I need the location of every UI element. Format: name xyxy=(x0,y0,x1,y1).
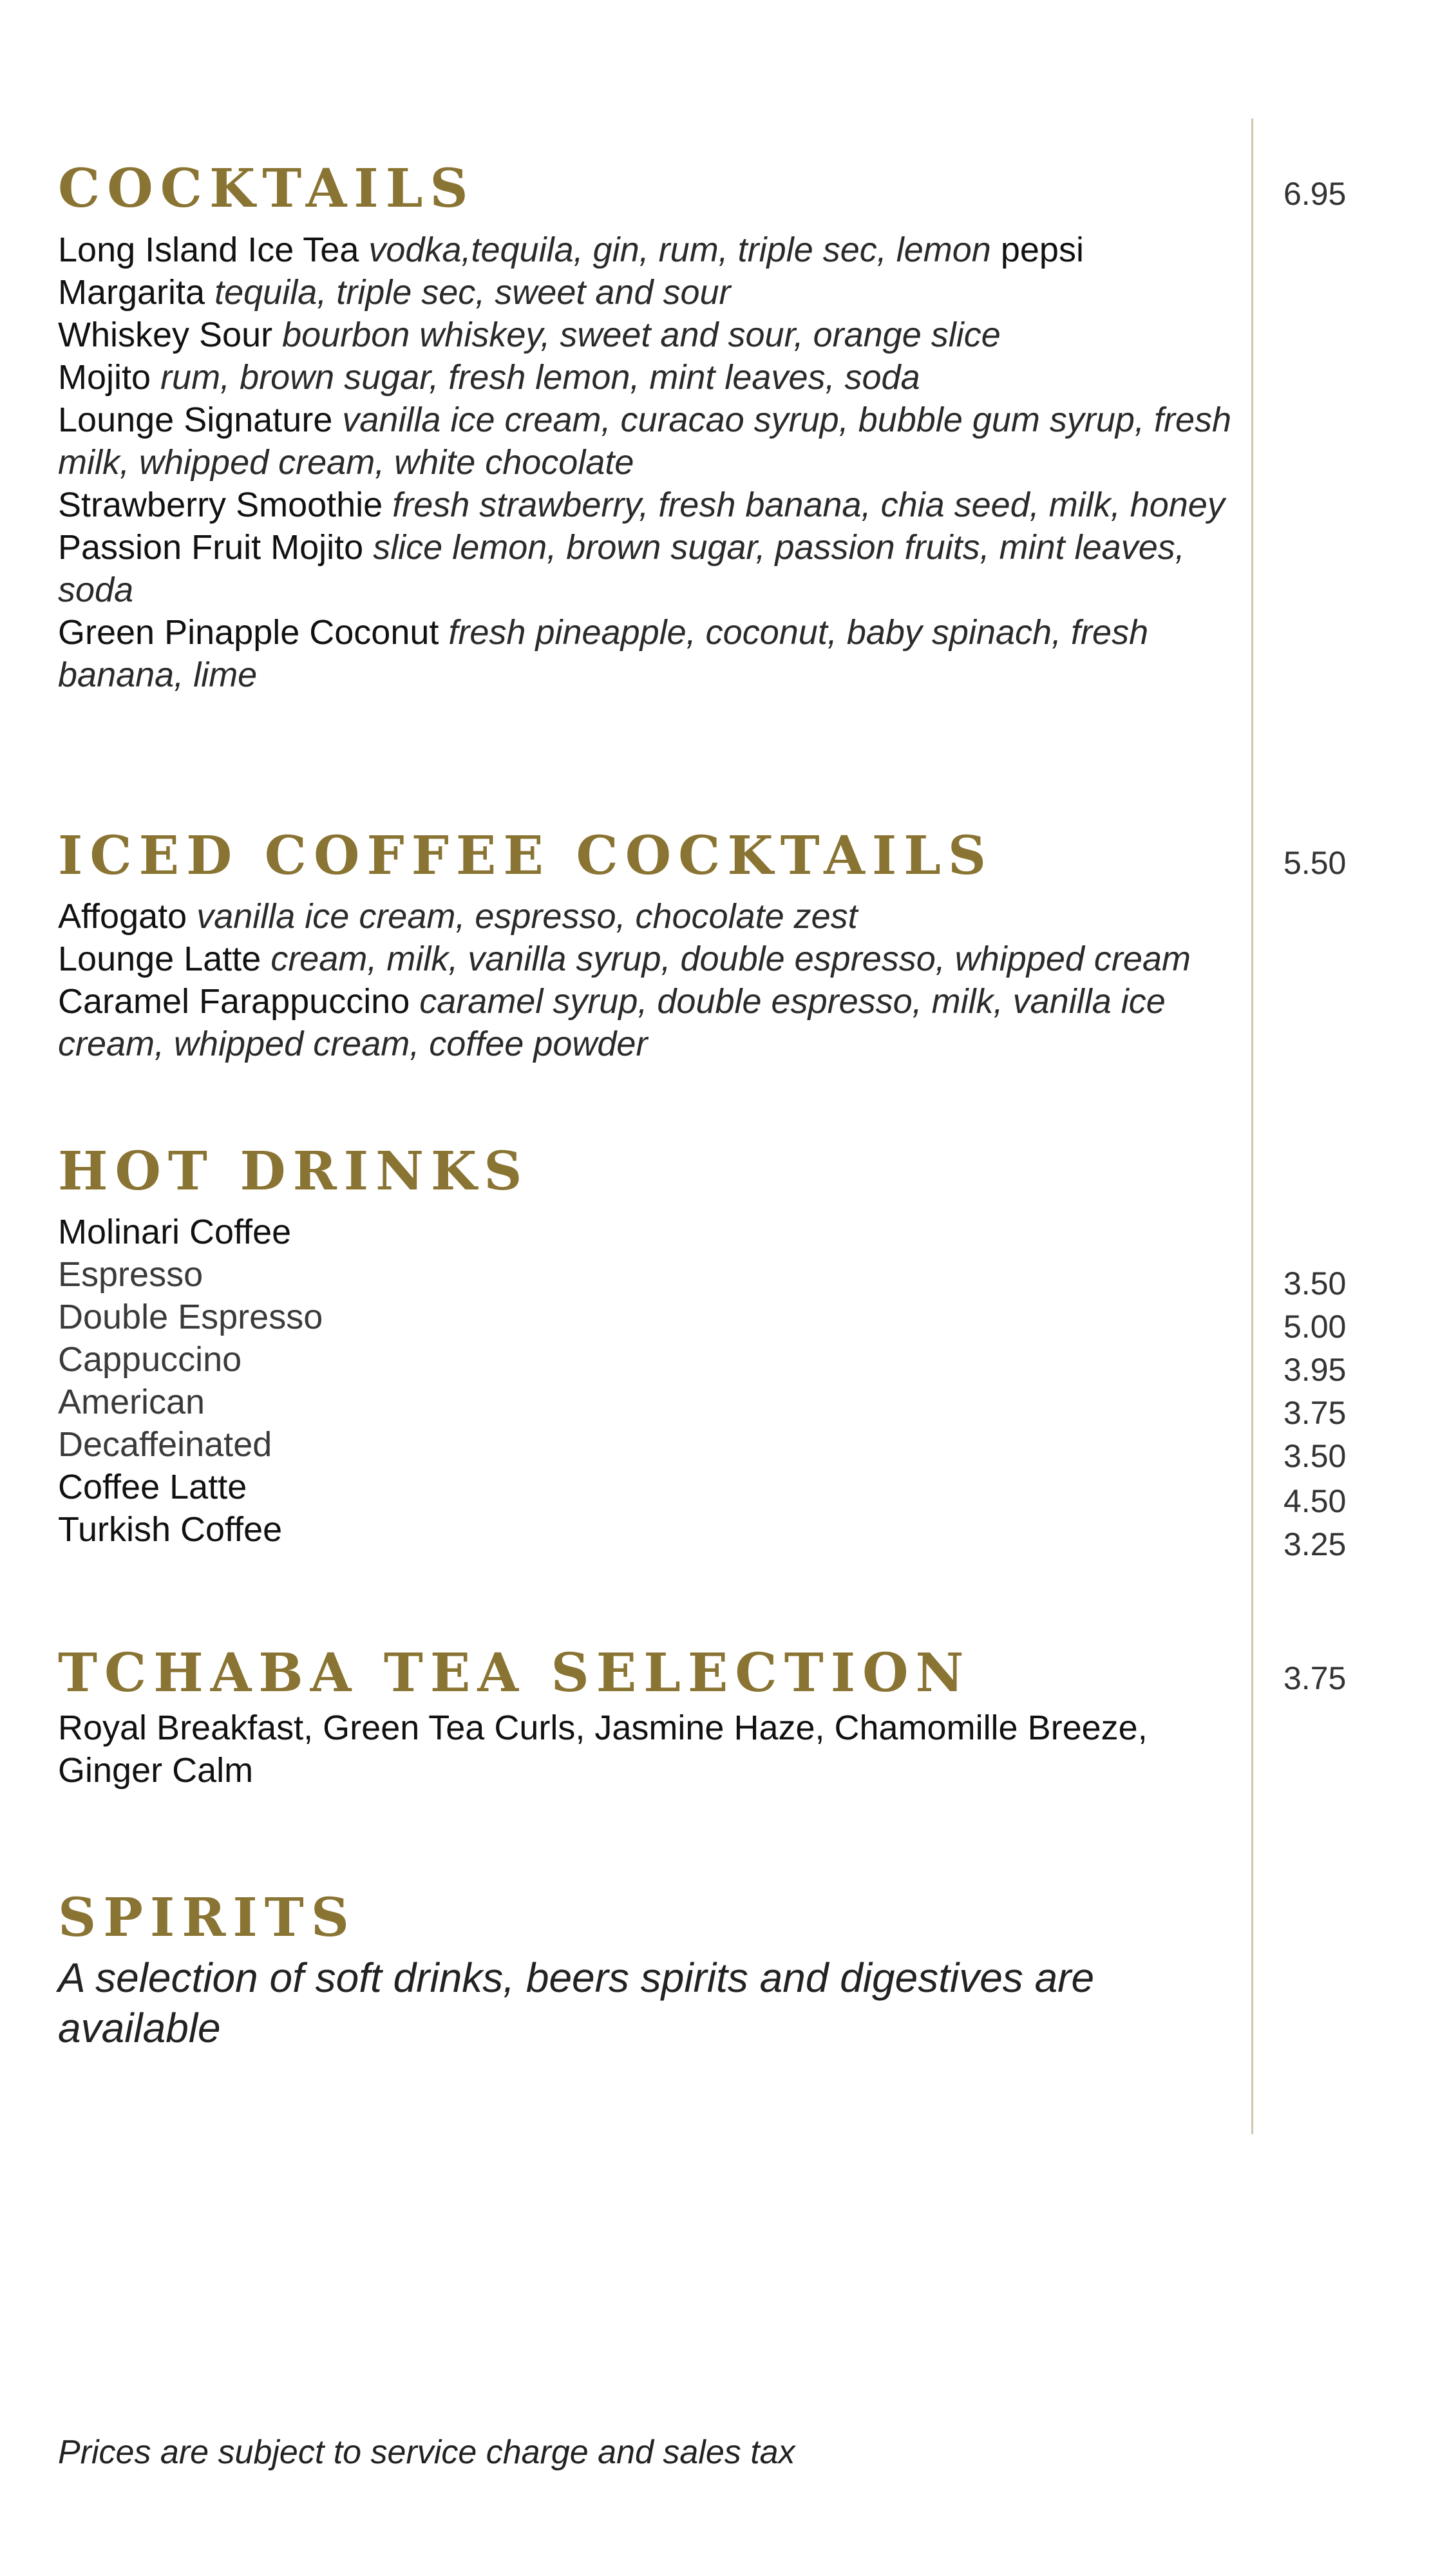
item-price: 3.50 xyxy=(1283,1438,1347,1474)
tea-list: Royal Breakfast, Green Tea Curls, Jasmine Haze, Chamomille Breeze, Ginger Calm xyxy=(58,1709,1148,1790)
item-name: Lounge Latte xyxy=(58,940,261,978)
cocktails-list xyxy=(58,229,1236,696)
footer-note: Prices are subject to service charge and sales tax xyxy=(58,2434,795,2471)
menu-item xyxy=(58,938,1236,980)
item-description: vodka,tequila, gin, rum, triple sec, lemon xyxy=(368,231,991,269)
item-price: 5.00 xyxy=(1283,1309,1347,1345)
spirits-description: A selection of soft drinks, beers spirits and digestives are available xyxy=(58,1955,1095,2051)
item-description: vanilla ice cream, curacao syrup, bubble gum syrup, fresh milk, whipped cream, white chocolate xyxy=(58,401,1232,482)
item-name: Lounge Signature xyxy=(58,401,333,439)
spirits-heading: SPIRITS xyxy=(58,1887,356,1949)
item-name: Whiskey Sour xyxy=(58,316,273,354)
item-description: bourbon whiskey, sweet and sour, orange slice xyxy=(282,316,1001,354)
menu-item: Cappuccino xyxy=(58,1340,242,1379)
item-name: Affogato xyxy=(58,897,187,936)
item-price: 3.25 xyxy=(1283,1526,1347,1562)
item-description: fresh pineapple, coconut, baby spinach, fresh banana, lime xyxy=(58,613,1149,694)
iced-coffee-list xyxy=(58,895,1236,1065)
menu-item xyxy=(58,611,1236,696)
menu-item xyxy=(58,356,1236,399)
menu-item xyxy=(58,271,1236,314)
menu-item xyxy=(58,895,1236,938)
item-name: Margarita xyxy=(58,273,205,312)
tea-price: 3.75 xyxy=(1283,1660,1347,1696)
column-divider xyxy=(1251,118,1253,2134)
item-name: Strawberry Smoothie xyxy=(58,486,383,524)
item-name: Passion Fruit Mojito xyxy=(58,528,364,567)
item-name: Green Pinapple Coconut xyxy=(58,613,439,652)
item-price: 3.50 xyxy=(1283,1265,1347,1302)
menu-item: Turkish Coffee xyxy=(58,1510,283,1549)
item-description: fresh strawberry, fresh banana, chia seed, milk, honey xyxy=(392,486,1225,524)
iced-coffee-heading: ICED COFFEE COCKTAILS xyxy=(58,825,994,887)
item-name: Long Island Ice Tea xyxy=(58,231,359,269)
cocktails-price: 6.95 xyxy=(1283,176,1347,212)
item-description: tequila, triple sec, sweet and sour xyxy=(214,273,731,312)
hot-drinks-subheading: Molinari Coffee xyxy=(58,1213,292,1251)
hot-drinks-heading: HOT DRINKS xyxy=(58,1141,529,1202)
item-description: caramel syrup, double espresso, milk, vanilla ice cream, whipped cream, coffee powder xyxy=(58,982,1166,1063)
item-description: cream, milk, vanilla syrup, double espresso, whipped cream xyxy=(270,940,1191,978)
menu-item: Double Espresso xyxy=(58,1298,323,1336)
menu-item xyxy=(58,980,1236,1065)
menu-item: Espresso xyxy=(58,1255,204,1294)
item-description: rum, brown sugar, fresh lemon, mint leaves, soda xyxy=(160,358,920,397)
menu-item: Decaffeinated xyxy=(58,1425,272,1464)
item-description: vanilla ice cream, espresso, chocolate zest xyxy=(196,897,858,936)
menu-item xyxy=(58,484,1236,526)
hot-drinks-list xyxy=(58,1211,1236,1551)
cocktails-heading: COCKTAILS xyxy=(58,158,475,220)
item-price: 4.50 xyxy=(1283,1483,1347,1519)
item-price: 3.75 xyxy=(1283,1395,1347,1431)
item-description: slice lemon, brown sugar, passion fruits, mint leaves, soda xyxy=(58,528,1185,609)
menu-item xyxy=(58,526,1236,611)
iced-coffee-price: 5.50 xyxy=(1283,845,1347,881)
menu-item xyxy=(58,314,1236,356)
menu-item xyxy=(58,229,1236,271)
item-extra: pepsi xyxy=(1000,231,1084,269)
menu-item: Coffee Latte xyxy=(58,1468,247,1506)
menu-item xyxy=(58,399,1236,484)
item-name: Caramel Farappuccino xyxy=(58,982,410,1021)
item-price: 3.95 xyxy=(1283,1352,1347,1388)
menu-item: American xyxy=(58,1383,205,1421)
item-name: Mojito xyxy=(58,358,151,397)
tea-heading: TCHABA TEA SELECTION xyxy=(58,1642,971,1704)
